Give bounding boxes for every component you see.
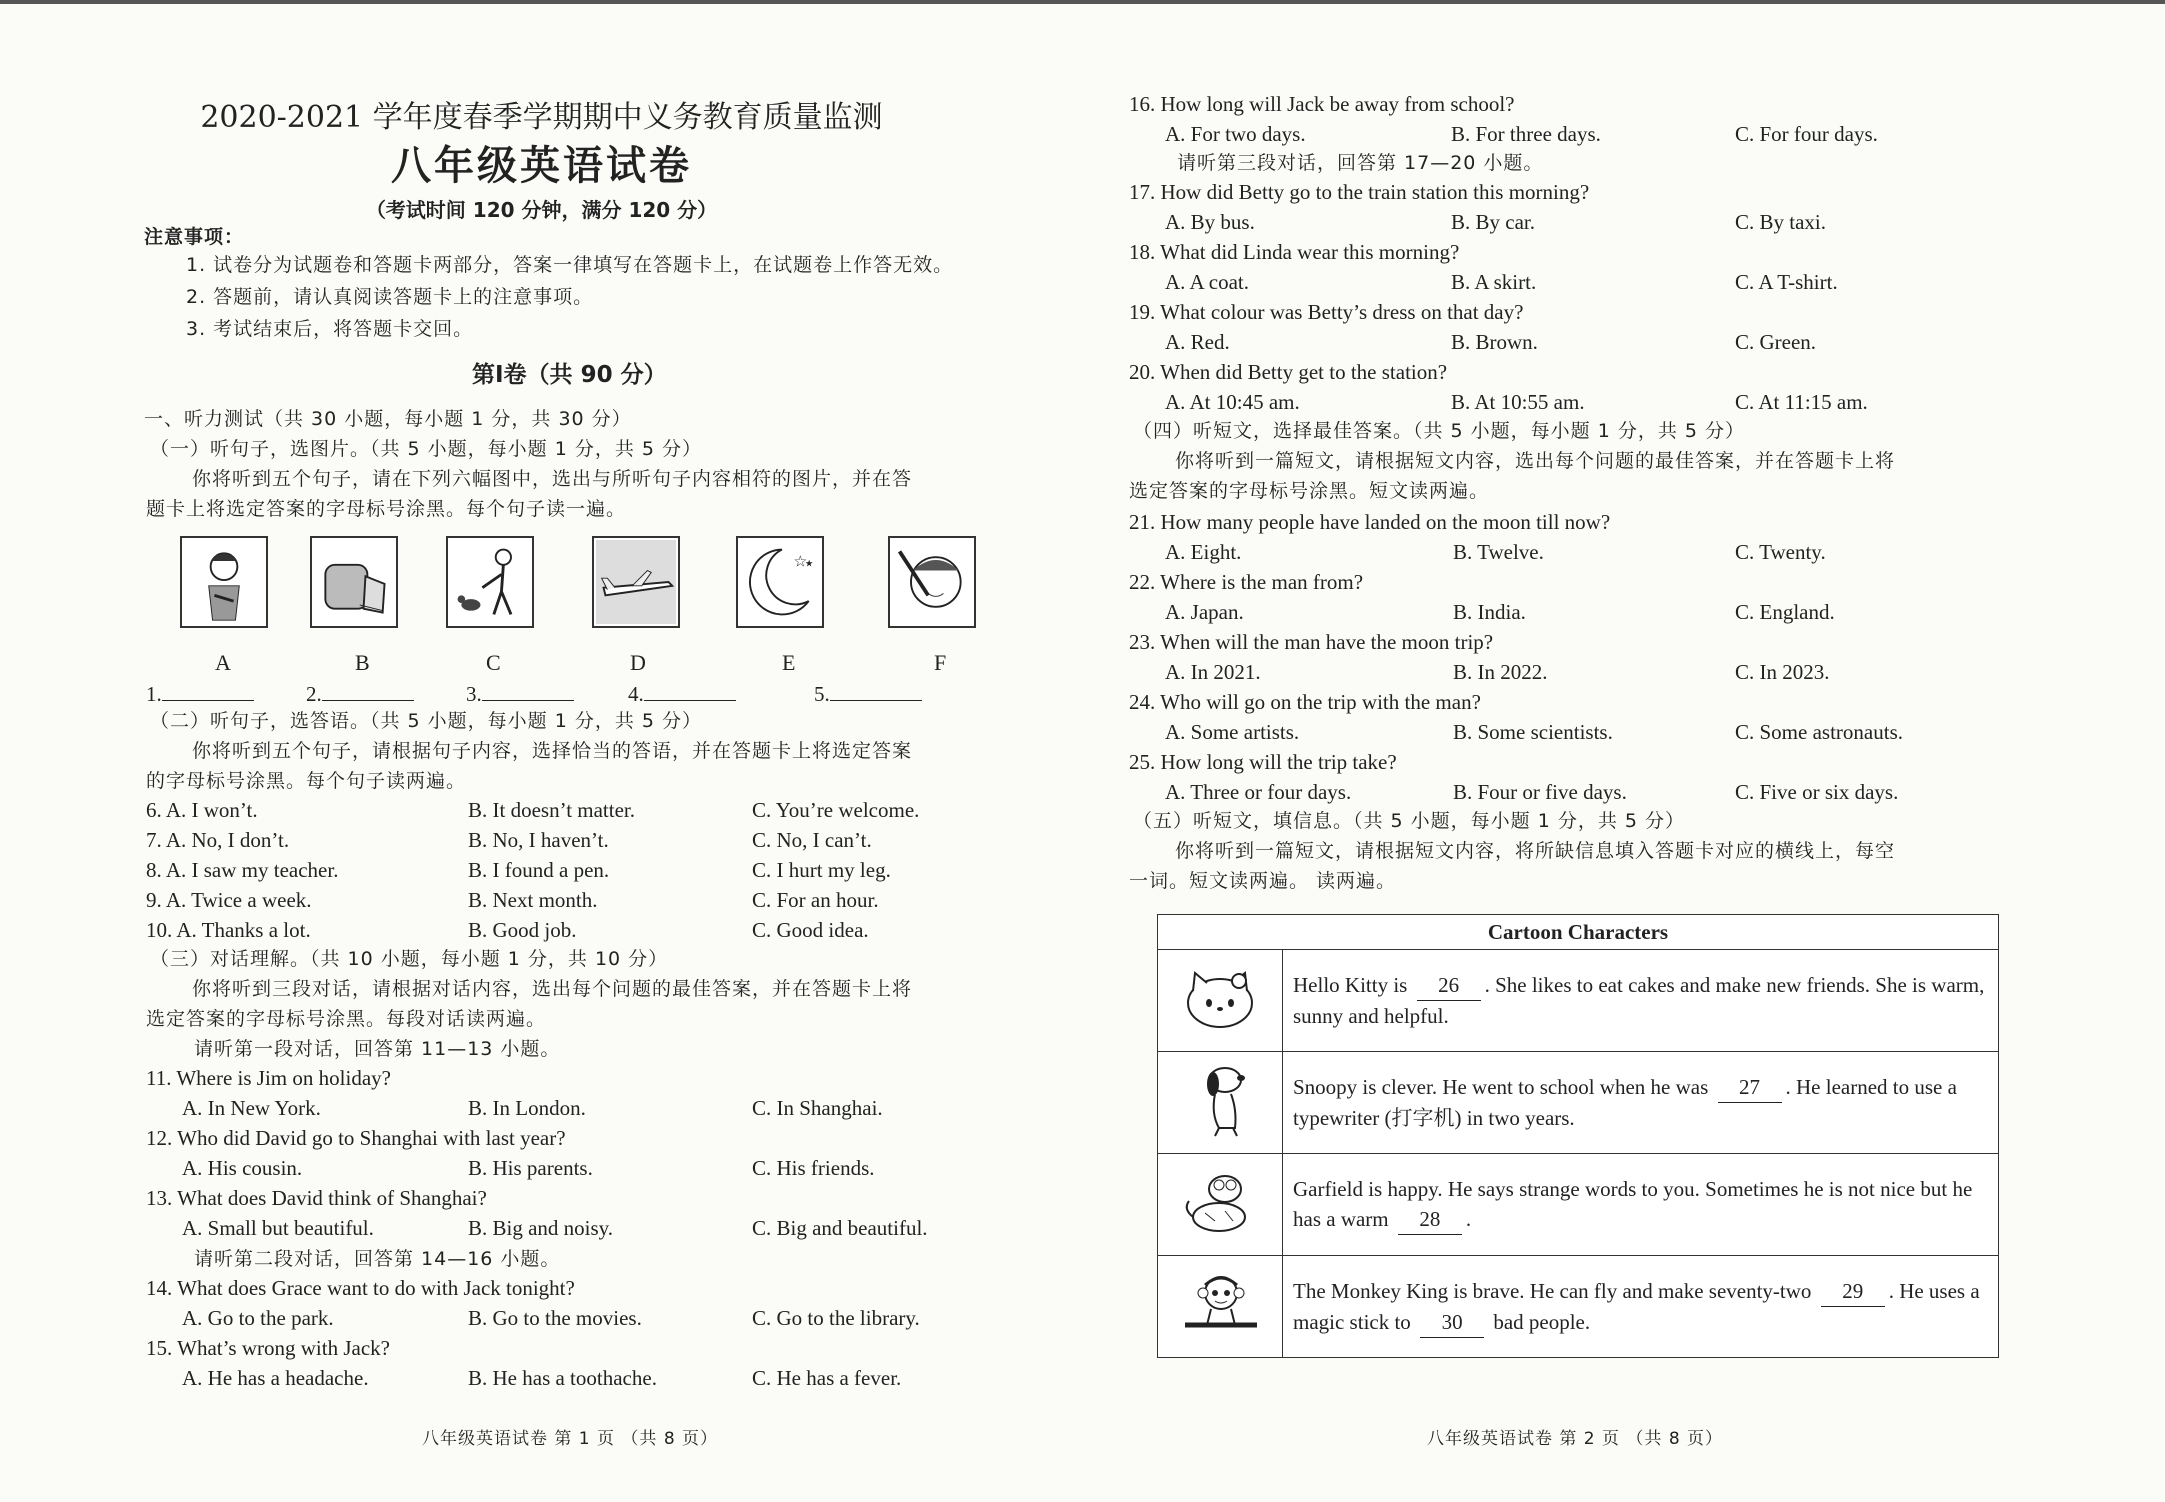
- q16-option-c: C. For four days.: [1735, 122, 1878, 146]
- picture-d-airplane: [592, 536, 680, 628]
- q14-option-c: C. Go to the library.: [752, 1306, 920, 1330]
- q14-option-b: B. Go to the movies.: [468, 1306, 642, 1330]
- q18-option-a: A. A coat.: [1165, 270, 1249, 294]
- page-2-footer: 八年级英语试卷 第 2 页 （共 8 页）: [1427, 1429, 1724, 1449]
- q13-option-a: A. Small but beautiful.: [182, 1216, 374, 1240]
- q19-option-a: A. Red.: [1165, 330, 1230, 354]
- q14-stem: 14. What does Grace want to do with Jack tonight?: [146, 1276, 575, 1300]
- snoopy-icon: [1158, 1052, 1283, 1154]
- sub4-instr-a: 你将听到一篇短文，请根据短文内容，选出每个问题的最佳答案，并在答题卡上将: [1175, 450, 1896, 472]
- picture-label-c: C: [486, 650, 501, 675]
- monkey-text-b: . He uses a magic stick to: [1293, 1278, 1980, 1334]
- section1-title: 一、听力测试（共 30 小题，每小题 1 分，共 30 分）: [144, 408, 632, 430]
- answer-blank-29[interactable]: 29: [1821, 1276, 1885, 1307]
- picture-label-a: A: [215, 650, 231, 675]
- exam-title: 八年级英语试卷: [391, 143, 692, 189]
- q6-option-a: 6. A. I won’t.: [146, 798, 258, 822]
- exam-duration: （考试时间 120 分钟，满分 120 分）: [365, 198, 718, 222]
- picture-label-f: F: [934, 650, 947, 675]
- dialog3-note: 请听第三段对话，回答第 17—20 小题。: [1177, 152, 1544, 174]
- q15-stem: 15. What’s wrong with Jack?: [146, 1336, 390, 1360]
- q22-stem: 22. Where is the man from?: [1129, 570, 1364, 594]
- q10-option-a: 10. A. Thanks a lot.: [146, 918, 311, 942]
- q11-option-a: A. In New York.: [182, 1096, 321, 1120]
- q25-option-c: C. Five or six days.: [1735, 780, 1899, 804]
- kitty-text-b: . She likes to eat cakes and make new friends. She is warm, sunny and helpful.: [1293, 973, 1985, 1028]
- answer-blank-26[interactable]: 26: [1417, 970, 1481, 1001]
- sub5-instr-a: 你将听到一篇短文，请根据短文内容，将所缺信息填入答题卡对应的横线上，每空: [1175, 840, 1896, 862]
- q19-option-c: C. Green.: [1735, 330, 1817, 354]
- exam-title-line1: 2020-2021 学年度春季学期期中义务教育质量监测: [200, 100, 883, 135]
- q11-stem: 11. Where is Jim on holiday?: [146, 1066, 391, 1090]
- blank-number: 2.: [306, 682, 322, 706]
- answer-blank-5[interactable]: [814, 680, 922, 707]
- hello-kitty-text: [1283, 950, 1999, 1052]
- blank-number: 4.: [628, 682, 644, 706]
- q24-stem: 24. Who will go on the trip with the man?: [1129, 690, 1481, 714]
- q20-option-b: B. At 10:55 am.: [1451, 390, 1585, 414]
- q9-option-a: 9. A. Twice a week.: [146, 888, 312, 912]
- picture-label-b: B: [355, 650, 370, 675]
- q21-option-c: C. Twenty.: [1735, 540, 1826, 564]
- table-row-hello-kitty: [1158, 950, 1999, 1052]
- picture-label-d: D: [630, 650, 646, 675]
- picture-label-e: E: [782, 650, 796, 675]
- q25-stem: 25. How long will the trip take?: [1129, 750, 1397, 774]
- svg-text:★: ★: [804, 558, 814, 570]
- q12-option-a: A. His cousin.: [182, 1156, 303, 1180]
- q8-option-a: 8. A. I saw my teacher.: [146, 858, 339, 882]
- q12-stem: 12. Who did David go to Shanghai with last year?: [146, 1126, 566, 1150]
- q7-option-c: C. No, I can’t.: [752, 828, 872, 852]
- garfield-text: [1283, 1154, 1999, 1256]
- snoopy-text: [1283, 1052, 1999, 1154]
- q19-option-b: B. Brown.: [1451, 330, 1538, 354]
- sub5-instr-b: 一词。短文读两遍。 读两遍。: [1129, 870, 1397, 892]
- q20-stem: 20. When did Betty get to the station?: [1129, 360, 1448, 384]
- q17-option-b: B. By car.: [1451, 210, 1535, 234]
- sub1-title: （一）听句子，选图片。（共 5 小题，每小题 1 分，共 5 分）: [150, 438, 703, 460]
- q25-option-b: B. Four or five days.: [1453, 780, 1627, 804]
- q15-option-b: B. He has a toothache.: [468, 1366, 657, 1390]
- q21-option-a: A. Eight.: [1165, 540, 1242, 564]
- monkey-king-icon: [1158, 1256, 1283, 1358]
- note-1: 1. 试卷分为试题卷和答题卡两部分，答案一律填写在答题卡上，在试题卷上作答无效。: [186, 254, 954, 276]
- monkey-text-a: The Monkey King is brave. He can fly and make seventy-two: [1293, 1278, 1812, 1303]
- svg-text:☆: ☆: [793, 552, 808, 571]
- q14-option-a: A. Go to the park.: [182, 1306, 334, 1330]
- q12-option-c: C. His friends.: [752, 1156, 875, 1180]
- q18-stem: 18. What did Linda wear this morning?: [1129, 240, 1460, 264]
- answer-blank-3[interactable]: [466, 680, 574, 707]
- notes-title: 注意事项：: [144, 226, 245, 248]
- note-3: 3. 考试结束后，将答题卡交回。: [186, 318, 474, 340]
- garfield-text-b: .: [1465, 1207, 1472, 1231]
- q21-option-b: B. Twelve.: [1453, 540, 1544, 564]
- q10-option-c: C. Good idea.: [752, 918, 869, 942]
- q20-option-c: C. At 11:15 am.: [1735, 390, 1868, 414]
- q7-option-a: 7. A. No, I don’t.: [146, 828, 290, 852]
- picture-c-walking-dog: [446, 536, 534, 628]
- q18-option-c: C. A T-shirt.: [1735, 270, 1838, 294]
- note-2: 2. 答题前，请认真阅读答题卡上的注意事项。: [186, 286, 594, 308]
- sub1-instr-a: 你将听到五个句子，请在下列六幅图中，选出与所听句子内容相符的图片，并在答: [192, 468, 913, 490]
- q11-option-b: B. In London.: [468, 1096, 586, 1120]
- q23-option-c: C. In 2023.: [1735, 660, 1830, 684]
- garfield-text-a: Garfield is happy. He says strange words to you. Sometimes he is not nice but he has a warm: [1293, 1177, 1973, 1231]
- garfield-icon: [1158, 1154, 1283, 1256]
- table-row-monkey-king: [1158, 1256, 1999, 1358]
- sub3-instr-b: 选定答案的字母标号涂黑。每段对话读两遍。: [146, 1008, 547, 1030]
- q22-option-b: B. India.: [1453, 600, 1526, 624]
- page-1-footer: 八年级英语试卷 第 1 页 （共 8 页）: [422, 1429, 719, 1449]
- q13-stem: 13. What does David think of Shanghai?: [146, 1186, 487, 1210]
- q15-option-c: C. He has a fever.: [752, 1366, 902, 1390]
- cartoon-characters-table: [1157, 914, 1999, 1358]
- answer-blank-30[interactable]: 30: [1420, 1307, 1484, 1338]
- q7-option-b: B. No, I haven’t.: [468, 828, 609, 852]
- q13-option-b: B. Big and noisy.: [468, 1216, 614, 1240]
- dialog1-note: 请听第一段对话，回答第 11—13 小题。: [194, 1038, 561, 1060]
- monkey-king-text: [1283, 1256, 1999, 1358]
- q23-option-a: A. In 2021.: [1165, 660, 1261, 684]
- q10-option-b: B. Good job.: [468, 918, 577, 942]
- blank-number: 5.: [814, 682, 830, 706]
- q19-stem: 19. What colour was Betty’s dress on that day?: [1129, 300, 1524, 324]
- q22-option-c: C. England.: [1735, 600, 1835, 624]
- q22-option-a: A. Japan.: [1165, 600, 1244, 624]
- picture-f-toothache: [888, 536, 976, 628]
- sub3-instr-a: 你将听到三段对话，请根据对话内容，选出每个问题的最佳答案，并在答题卡上将: [192, 978, 913, 1000]
- snoopy-text-a: Snoopy is clever. He went to school when he was: [1293, 1075, 1709, 1099]
- kitty-text-a: Hello Kitty is: [1293, 973, 1408, 997]
- answer-blank-27[interactable]: 27: [1718, 1072, 1782, 1103]
- table-title: Cartoon Characters: [1158, 915, 1999, 950]
- q6-option-c: C. You’re welcome.: [752, 798, 920, 822]
- sub4-title: （四）听短文，选择最佳答案。（共 5 小题，每小题 1 分，共 5 分）: [1133, 420, 1746, 442]
- answer-blank-2[interactable]: [306, 680, 414, 707]
- table-row-snoopy: [1158, 1052, 1999, 1154]
- q11-option-c: C. In Shanghai.: [752, 1096, 883, 1120]
- q20-option-a: A. At 10:45 am.: [1165, 390, 1300, 414]
- picture-b-bread: [310, 536, 398, 628]
- blank-number: 3.: [466, 682, 482, 706]
- q16-option-a: A. For two days.: [1165, 122, 1306, 146]
- q9-option-b: B. Next month.: [468, 888, 598, 912]
- q21-stem: 21. How many people have landed on the moon till now?: [1129, 510, 1611, 534]
- q23-stem: 23. When will the man have the moon trip?: [1129, 630, 1494, 654]
- q8-option-c: C. I hurt my leg.: [752, 858, 891, 882]
- sub3-title: （三）对话理解。（共 10 小题，每小题 1 分，共 10 分）: [150, 948, 669, 970]
- sub1-instr-b: 题卡上将选定答案的字母标号涂黑。每个句子读一遍。: [146, 498, 627, 520]
- q17-option-c: C. By taxi.: [1735, 210, 1827, 234]
- sub4-instr-b: 选定答案的字母标号涂黑。短文读两遍。: [1129, 480, 1490, 502]
- picture-a-sick-boy: [180, 536, 268, 628]
- q6-option-b: B. It doesn’t matter.: [468, 798, 636, 822]
- q16-option-b: B. For three days.: [1451, 122, 1601, 146]
- q18-option-b: B. A skirt.: [1451, 270, 1537, 294]
- hello-kitty-icon: [1158, 950, 1283, 1052]
- snoopy-text-b: . He learned to use a typewriter (打字机) in two years.: [1293, 1075, 1957, 1130]
- q9-option-c: C. For an hour.: [752, 888, 879, 912]
- q23-option-b: B. In 2022.: [1453, 660, 1548, 684]
- monkey-text-c: bad people.: [1493, 1309, 1591, 1334]
- answer-blank-1[interactable]: [146, 680, 254, 707]
- picture-e-moon-stars: [736, 536, 824, 628]
- blank-number: 1.: [146, 682, 162, 706]
- q13-option-c: C. Big and beautiful.: [752, 1216, 928, 1240]
- sub5-title: （五）听短文，填信息。（共 5 小题，每小题 1 分，共 5 分）: [1133, 810, 1686, 832]
- part-title: 第Ⅰ卷（共 90 分）: [472, 362, 667, 388]
- q24-option-a: A. Some artists.: [1165, 720, 1300, 744]
- answer-blank-28[interactable]: 28: [1398, 1204, 1462, 1235]
- sub2-instr-a: 你将听到五个句子，请根据句子内容，选择恰当的答语，并在答题卡上将选定答案: [192, 740, 913, 762]
- q24-option-c: C. Some astronauts.: [1735, 720, 1903, 744]
- q17-option-a: A. By bus.: [1165, 210, 1255, 234]
- q15-option-a: A. He has a headache.: [182, 1366, 369, 1390]
- sub2-title: （二）听句子，选答语。（共 5 小题，每小题 1 分，共 5 分）: [150, 710, 703, 732]
- q25-option-a: A. Three or four days.: [1165, 780, 1352, 804]
- q16-stem: 16. How long will Jack be away from school?: [1129, 92, 1515, 116]
- q8-option-b: B. I found a pen.: [468, 858, 610, 882]
- answer-blank-4[interactable]: [628, 680, 736, 707]
- dialog2-note: 请听第二段对话，回答第 14—16 小题。: [194, 1248, 561, 1270]
- q17-stem: 17. How did Betty go to the train station this morning?: [1129, 180, 1590, 204]
- sub2-instr-b: 的字母标号涂黑。每个句子读两遍。: [146, 770, 467, 792]
- q12-option-b: B. His parents.: [468, 1156, 593, 1180]
- table-row-garfield: [1158, 1154, 1999, 1256]
- q24-option-b: B. Some scientists.: [1453, 720, 1613, 744]
